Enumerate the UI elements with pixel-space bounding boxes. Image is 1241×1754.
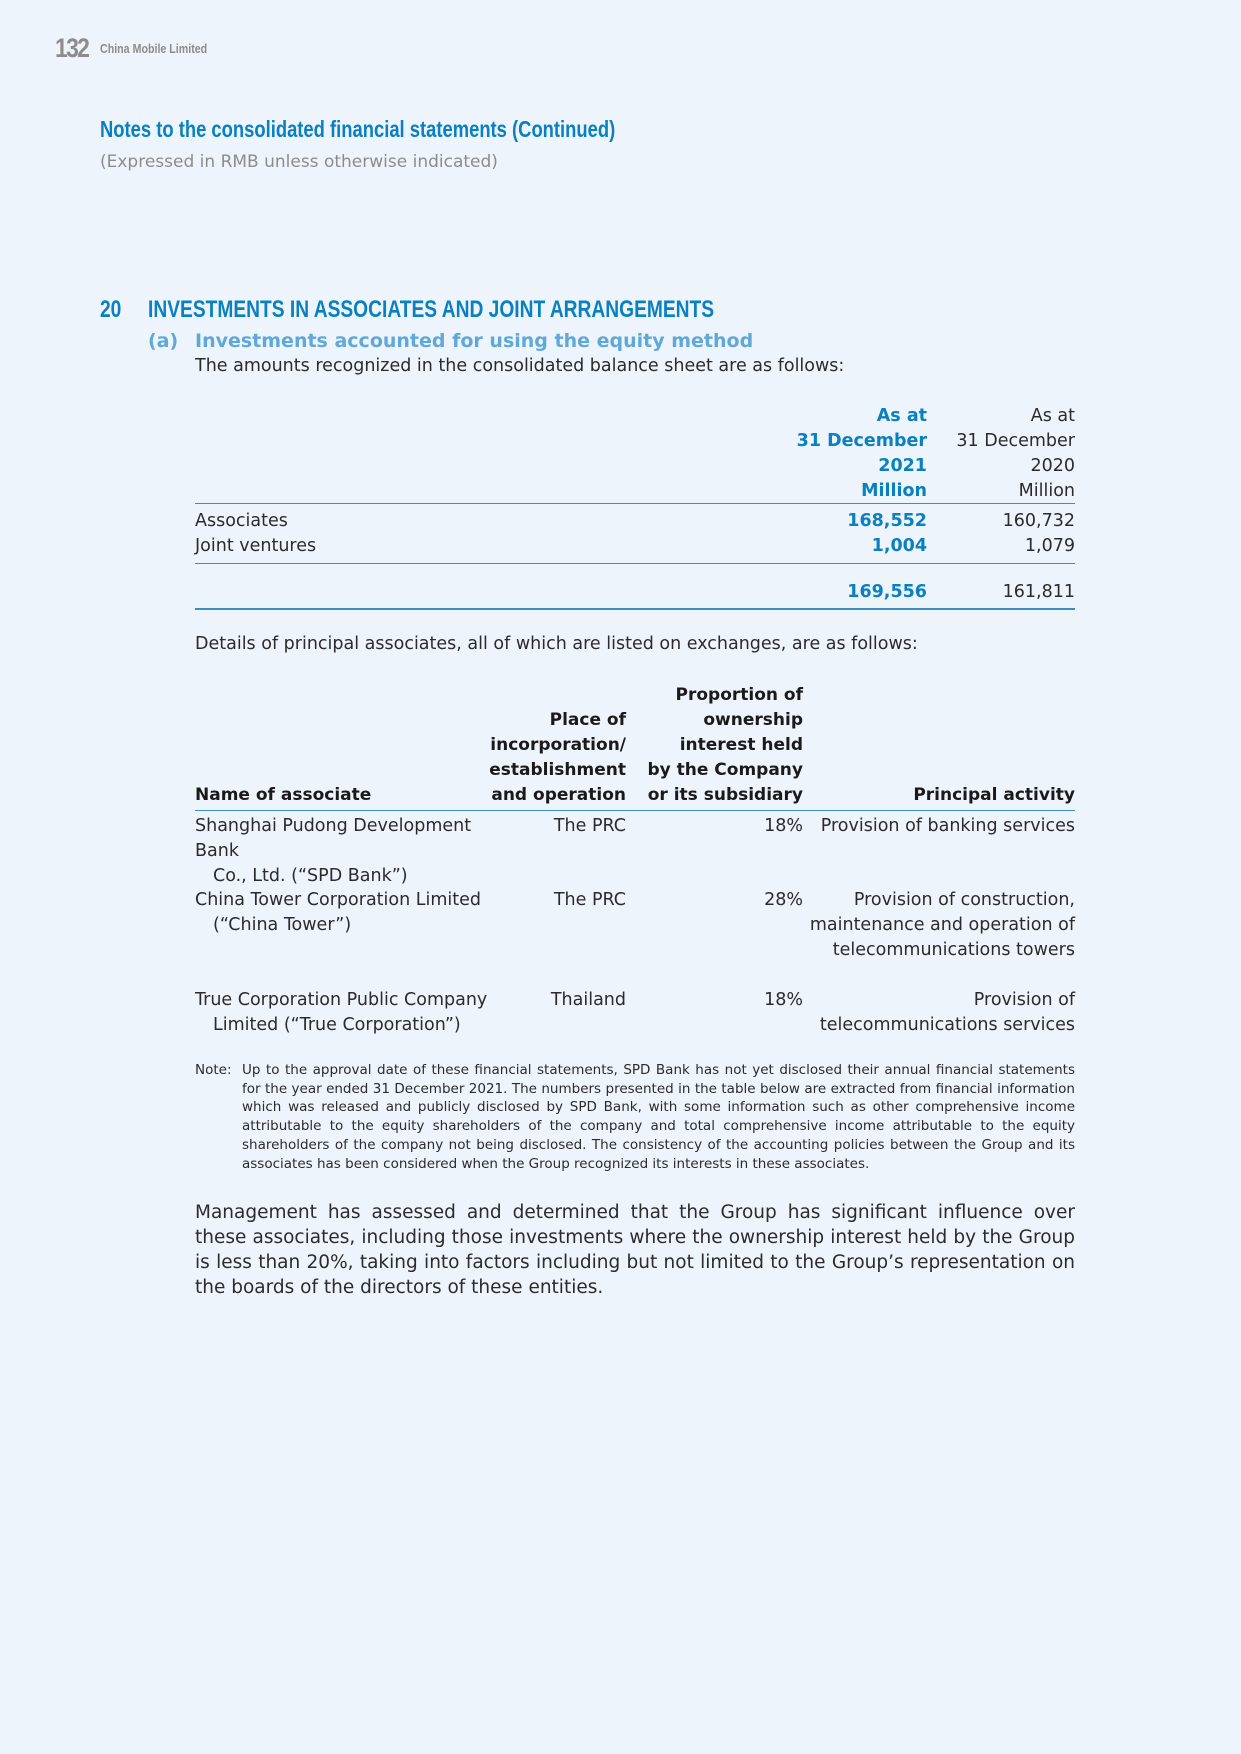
- balance-table-header: [195, 404, 1075, 504]
- associate-activity-line: Provision of banking services: [820, 816, 1075, 836]
- associate-activity: [821, 814, 1075, 839]
- associate-name-line: Shanghai Pudong Development Bank: [195, 816, 472, 861]
- header-2021-line: 31 December: [796, 431, 927, 451]
- table-row: [195, 509, 1075, 534]
- header-proportion: [647, 683, 803, 808]
- header-proportion-line: ownership: [703, 710, 803, 730]
- table-row: [195, 988, 1075, 1038]
- header-proportion-line: Proportion of: [675, 685, 803, 705]
- associate-name: [195, 814, 495, 889]
- associates-table: [195, 684, 1075, 1038]
- value-2020: 1,079: [1024, 536, 1075, 556]
- notes-subtitle: (Expressed in RMB unless otherwise indicated): [100, 152, 498, 172]
- header-2020: [956, 404, 1075, 504]
- balance-intro-text: The amounts recognized in the consolidated balance sheet are as follows:: [195, 356, 845, 376]
- header-2021-line: Million: [861, 481, 927, 501]
- note-text: Up to the approval date of these financial statements, SPD Bank has not yet disclosed their annual financial statements for the year ended 31 December 2021. The numbers presented in the table below are extracted from financial information which was released and publicly disclosed by SPD Bank, with some information such as other comprehensive income attributable to the equity shareholders of the company and total comprehensive income attributable to the equity shareholders of the company not being disclosed. The consistency of the accounting policies between the Group and its associates has been considered when the Group recognized its interests in these associates.: [242, 1062, 1075, 1172]
- header-activity: Principal activity: [913, 785, 1075, 805]
- associate-name-line: Limited (“True Corporation”): [213, 1015, 461, 1035]
- row-label: Joint ventures: [195, 536, 317, 556]
- value-2021: 1,004: [871, 536, 927, 556]
- header-proportion-line: interest held: [679, 735, 803, 755]
- note-label: Note:: [195, 1062, 232, 1078]
- associate-activity-line: telecommunications services: [819, 1015, 1075, 1035]
- header-2021-line: As at: [876, 406, 927, 426]
- associate-name-line: True Corporation Public Company: [195, 990, 488, 1010]
- company-name: China Mobile Limited: [100, 41, 208, 56]
- associate-place: The PRC: [553, 816, 626, 836]
- header-place-line: incorporation/: [490, 735, 626, 755]
- total-2020: 161,811: [1002, 582, 1075, 602]
- subsection-label: (a): [148, 330, 179, 352]
- notes-title: Notes to the consolidated financial statements (Continued): [100, 116, 616, 142]
- header-2020-line: 2020: [1030, 456, 1075, 476]
- header-2020-line: Million: [1018, 481, 1075, 501]
- associate-name-line: (“China Tower”): [213, 915, 352, 935]
- associate-activity-line: Provision of construction,: [853, 890, 1075, 910]
- associate-activity-line: telecommunications towers: [832, 940, 1075, 960]
- balance-table-body: [195, 504, 1075, 564]
- associates-table-header: [195, 684, 1075, 811]
- header-place: [489, 708, 626, 808]
- header-2021: [797, 404, 927, 504]
- associate-activity: [810, 888, 1075, 963]
- associate-activity-line: maintenance and operation of: [809, 915, 1075, 935]
- associate-name: [195, 888, 495, 938]
- page-number: 132: [55, 33, 89, 63]
- header-proportion-line: or its subsidiary: [647, 785, 803, 805]
- header-proportion-line: by the Company: [647, 760, 803, 780]
- associate-activity: [820, 988, 1075, 1038]
- details-intro-text: Details of principal associates, all of which are listed on exchanges, are as follows:: [195, 634, 918, 654]
- management-paragraph: Management has assessed and determined that the Group has significant influence over these associates, including those investments where the ownership interest held by the Group is less than 20%, taking into factors including but not limited to the Group’s representation on the boards of the directors of these entities.: [195, 1202, 1075, 1298]
- value-2021: 168,552: [847, 511, 927, 531]
- associate-name: [195, 988, 495, 1038]
- associate-proportion: 18%: [764, 990, 803, 1010]
- table-row: [195, 534, 1075, 559]
- section-number: 20: [100, 296, 122, 323]
- balance-total-row: [195, 564, 1075, 610]
- header-2020-line: 31 December: [956, 431, 1075, 451]
- header-2020-line: As at: [1030, 406, 1075, 426]
- section-title: INVESTMENTS IN ASSOCIATES AND JOINT ARRANGEMENTS: [148, 296, 715, 323]
- value-2020: 160,732: [1002, 511, 1075, 531]
- header-place-line: and operation: [491, 785, 626, 805]
- row-label: Associates: [195, 511, 288, 531]
- associate-place: The PRC: [553, 890, 626, 910]
- header-place-line: Place of: [549, 710, 626, 730]
- associate-proportion: 18%: [764, 816, 803, 836]
- balance-table: [195, 404, 1075, 610]
- associate-name-line: Co., Ltd. (“SPD Bank”): [213, 866, 408, 886]
- header-2021-line: 2021: [878, 456, 927, 476]
- table-row: [195, 888, 1075, 988]
- associate-activity-line: Provision of: [973, 990, 1075, 1010]
- associate-proportion: 28%: [764, 890, 803, 910]
- total-2021: 169,556: [847, 582, 927, 602]
- associate-name-line: China Tower Corporation Limited: [195, 890, 482, 910]
- header-name: Name of associate: [195, 785, 372, 805]
- header-place-line: establishment: [489, 760, 626, 780]
- associate-place: Thailand: [550, 990, 626, 1010]
- table-row: [195, 814, 1075, 888]
- subsection-title: Investments accounted for using the equity method: [195, 330, 754, 352]
